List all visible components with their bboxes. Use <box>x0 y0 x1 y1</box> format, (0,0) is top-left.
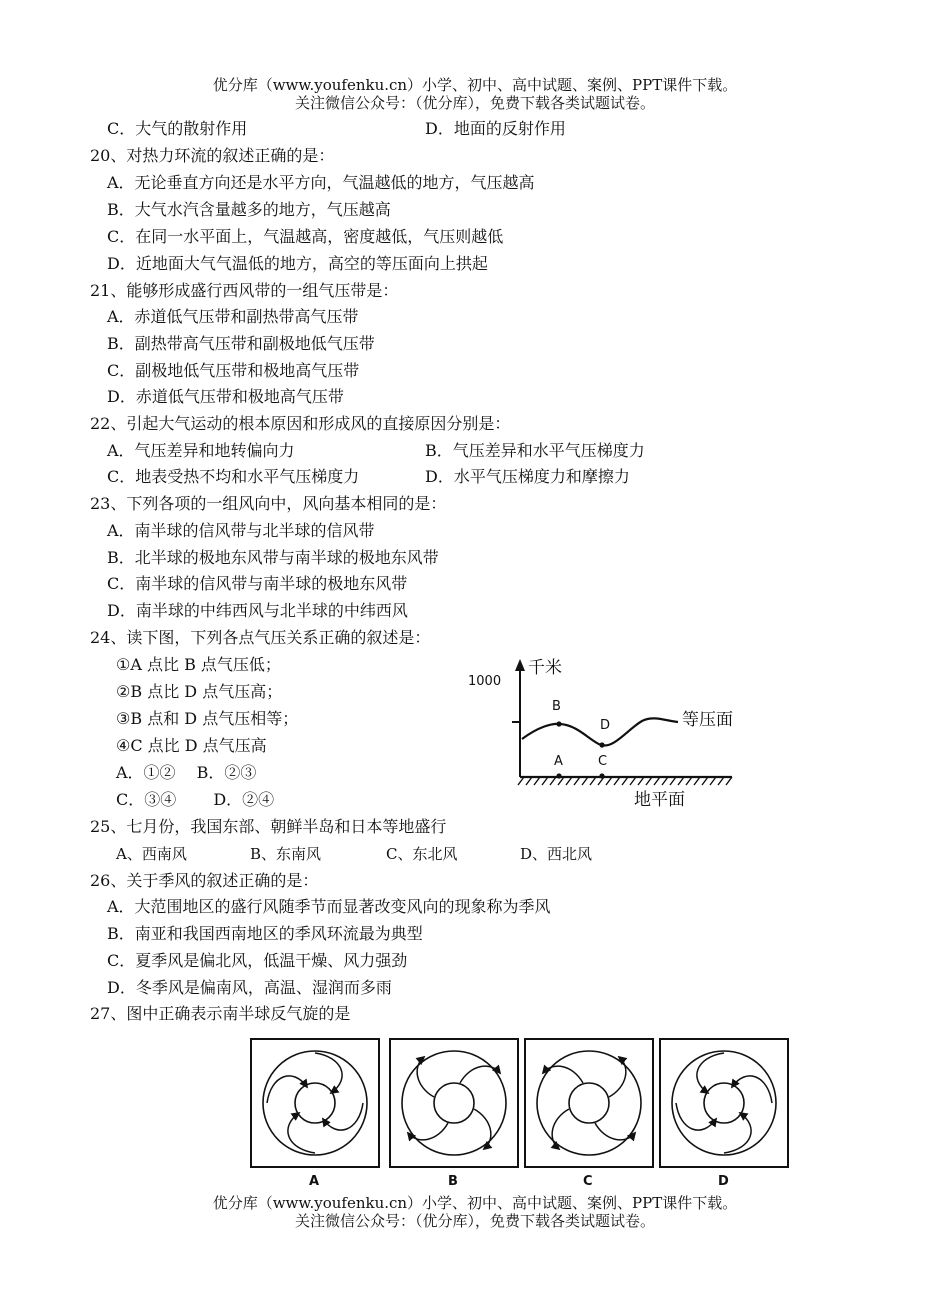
q20-option-b: B．大气水汽含量越多的地方，气压越高 <box>107 200 391 219</box>
q24-options-cd: C．③④ D．②④ <box>116 790 275 809</box>
q26-option-a: A．大范围地区的盛行风随季节而显著改变风向的现象称为季风 <box>107 897 551 916</box>
panel-a-label: A <box>309 1174 320 1187</box>
panel-c <box>525 1039 653 1187</box>
footer-line-1: 优分库（www.youfenku.cn）小学、初中、高中试题、案例、PPT课件下载。 <box>212 1194 738 1212</box>
q20-option-a: A．无论垂直方向还是水平方向，气温越低的地方，气压越高 <box>107 173 535 192</box>
q19-option-c: C．大气的散射作用 <box>107 119 248 138</box>
q23-option-d: D．南半球的中纬西风与北半球的中纬西风 <box>107 601 408 620</box>
footer-line-2: 关注微信公众号：（优分库），免费下载各类试题试卷。 <box>294 1212 655 1230</box>
q24-options-ab: A．①② B．②③ <box>116 763 257 782</box>
q24-statement-2: ②B 点比 D 点气压高； <box>116 682 283 701</box>
q24-isobar-figure <box>460 655 760 815</box>
q19-option-d: D．地面的反射作用 <box>425 119 566 138</box>
q25-option-c: C、东北风 <box>386 845 458 863</box>
q24-statement-1: ①A 点比 B 点气压低； <box>116 655 281 674</box>
point-d-label: D <box>600 718 611 733</box>
q26-option-c: C．夏季风是偏北风，低温干燥、风力强劲 <box>107 951 408 970</box>
q24-statement-4: ④C 点比 D 点气压高 <box>116 736 267 755</box>
point-c-label: C <box>598 754 608 769</box>
q22-option-b: B．气压差异和水平气压梯度力 <box>425 441 645 460</box>
q21-option-a: A．赤道低气压带和副热带高气压带 <box>107 307 359 326</box>
point-a-label: A <box>554 754 563 769</box>
isobar-label: 等压面 <box>682 710 733 730</box>
q22-stem: 22、引起大气运动的根本原因和形成风的直接原因分别是： <box>90 414 511 433</box>
y-unit-label: 千米 <box>528 658 562 678</box>
q24-stem: 24、读下图，下列各点气压关系正确的叙述是： <box>90 628 431 647</box>
q23-option-b: B．北半球的极地东风带与南半球的极地东风带 <box>107 548 439 567</box>
q26-option-b: B．南亚和我国西南地区的季风环流最为典型 <box>107 924 423 943</box>
header-line-1: 优分库（www.youfenku.cn）小学、初中、高中试题、案例、PPT课件下载。 <box>212 76 738 94</box>
panel-c-label: C <box>583 1174 593 1187</box>
q26-option-d: D．冬季风是偏南风，高温、湿润而多雨 <box>107 978 392 997</box>
panel-a <box>251 1039 379 1187</box>
q22-option-a: A．气压差异和地转偏向力 <box>107 441 295 460</box>
q20-option-d: D．近地面大气气温低的地方，高空的等压面向上拱起 <box>107 254 488 273</box>
y-axis-arrow <box>515 659 525 671</box>
q25-option-b: B、东南风 <box>250 845 322 863</box>
q23-option-c: C．南半球的信风带与南半球的极地东风带 <box>107 574 408 593</box>
q22-option-c: C．地表受热不均和水平气压梯度力 <box>107 467 360 486</box>
ground-hatching <box>518 777 732 785</box>
q25-stem: 25、七月份，我国东部、朝鲜半岛和日本等地盛行 <box>90 817 447 836</box>
q26-stem: 26、关于季风的叙述正确的是： <box>90 871 319 890</box>
panel-b <box>390 1039 518 1187</box>
q21-option-c: C．副极地低气压带和极地高气压带 <box>107 361 360 380</box>
point-b-marker <box>556 721 561 726</box>
q25-option-d: D、西北风 <box>520 845 593 863</box>
q21-option-d: D．赤道低气压带和极地高气压带 <box>107 387 344 406</box>
panel-b-label: B <box>448 1174 458 1187</box>
q27-stem: 27、图中正确表示南半球反气旋的是 <box>90 1004 351 1023</box>
q25-option-a: A、西南风 <box>116 845 187 863</box>
panel-d-label: D <box>718 1174 729 1187</box>
q22-option-d: D．水平气压梯度力和摩擦力 <box>425 467 630 486</box>
q24-statement-3: ③B 点和 D 点气压相等； <box>116 709 299 728</box>
y-tick-label: 1000 <box>468 674 502 689</box>
header-line-2: 关注微信公众号：（优分库），免费下载各类试题试卷。 <box>294 94 655 112</box>
q23-stem: 23、下列各项的一组风向中，风向基本相同的是： <box>90 494 447 513</box>
point-b-label: B <box>552 699 561 714</box>
ground-label: 地平面 <box>634 790 685 810</box>
q27-cyclone-figure <box>245 1035 805 1187</box>
point-d-marker <box>599 742 604 747</box>
panel-d <box>660 1039 788 1187</box>
q21-stem: 21、能够形成盛行西风带的一组气压带是： <box>90 281 399 300</box>
q23-option-a: A．南半球的信风带与北半球的信风带 <box>107 521 375 540</box>
q21-option-b: B．副热带高气压带和副极地低气压带 <box>107 334 375 353</box>
q20-stem: 20、对热力环流的叙述正确的是： <box>90 146 335 165</box>
q20-option-c: C．在同一水平面上，气温越高，密度越低，气压则越低 <box>107 227 504 246</box>
